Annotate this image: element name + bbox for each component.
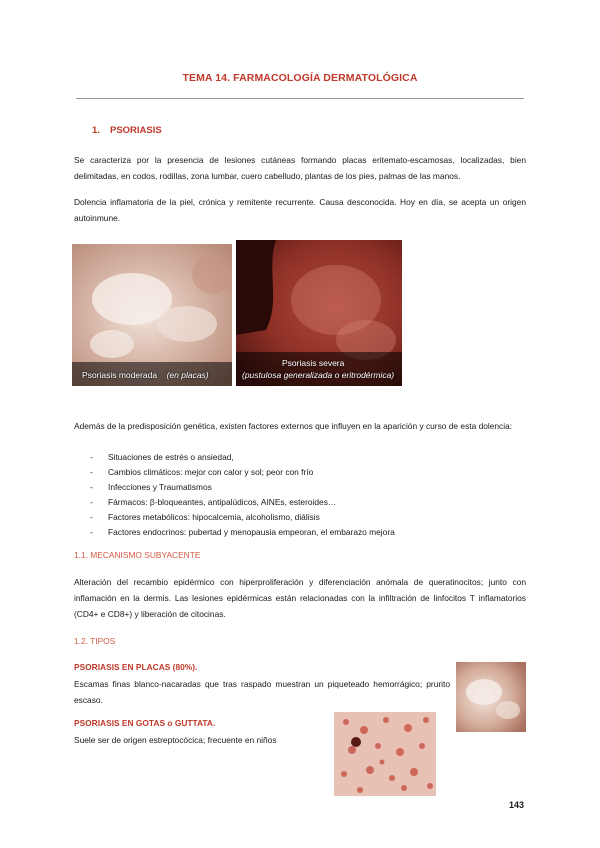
list-item: - Factores metabólicos: hipocalcemia, alcoholismo, diálisis [90, 512, 320, 522]
paragraph-definition: Se caracteriza por la presencia de lesiones cutáneas formando placas eritemato-escamosas, localizadas, bien delimitadas, en codos, rodillas, zona lumbar, cuero cabelludo, plantas de los pies, palmas de las manos. [74, 155, 526, 181]
type-heading-placas: PSORIASIS EN PLACAS (80%). [74, 662, 198, 672]
skin-guttate-image [334, 712, 436, 796]
paragraph-factors-intro: Además de la predisposición genética, existen factores externos que influyen en la aparición y curso de esta dolencia: [74, 421, 513, 431]
section-number: 1. [92, 125, 100, 136]
paragraph-placas: Escamas finas blanco-nacaradas que tras raspado muestran un piqueteado hemorrágico; prurito escaso. [74, 679, 450, 705]
subsection-heading-mecanismo: 1.1. MECANISMO SUBYACENTE [74, 550, 201, 560]
list-item: - Infecciones y Traumatismos [90, 482, 212, 492]
photo-psoriasis-moderada [72, 244, 232, 386]
paragraph-mecanismo: Alteración del recambio epidérmico con hiperproliferación y diferenciación anómala de queratinocitos; junto con inflamación en la dermis. Las lesiones epidérmicas están relacionadas con la infiltración de linfocitos T inflamatorios (CD4+ e CD8+) y liberación de citocinas. [74, 577, 526, 619]
caption-right-title: Psoriasis severa [282, 358, 345, 368]
paragraph-gotas: Suele ser de origen estreptocócica; frecuente en niños [74, 735, 277, 745]
caption-left: Psoriasis moderada (en placas) [82, 370, 209, 380]
factors-list [90, 450, 395, 540]
list-item: - Factores endocrinos: pubertad y menopausia empeoran, el embarazo mejora [90, 527, 395, 537]
type-heading-gotas: PSORIASIS EN GOTAS o GUTTATA. [74, 718, 216, 728]
section-title: PSORIASIS [110, 125, 162, 136]
paragraph-origin: Dolencia inflamatoria de la piel, crónica y remitente recurrente. Causa desconocida. Hoy en día, se acepta un origen autoinmune. [74, 197, 526, 223]
list-item: - Cambios climáticos: mejor con calor y sol; peor con frío [90, 467, 314, 477]
photo-psoriasis-severa [236, 240, 402, 386]
document-title: TEMA 14. FARMACOLOGÍA DERMATOLÓGICA [182, 72, 418, 84]
subsection-heading-tipos: 1.2. TIPOS [74, 636, 116, 646]
skin-plaque-image [72, 244, 232, 386]
list-item: - Situaciones de estrés o ansiedad, [90, 452, 234, 462]
photo-gotas [334, 712, 436, 796]
caption-right-subtitle: (pustulosa generalizada o eritrodérmica) [242, 370, 395, 380]
section-heading-psoriasis [92, 125, 162, 136]
page-number: 143 [508, 800, 524, 810]
skin-plaque-thumb-image [456, 662, 526, 732]
list-item: - Fármacos: β-bloqueantes, antipalúdicos, AINEs, esteroides… [90, 497, 337, 507]
photo-placas [456, 662, 526, 732]
title-divider [76, 98, 524, 99]
